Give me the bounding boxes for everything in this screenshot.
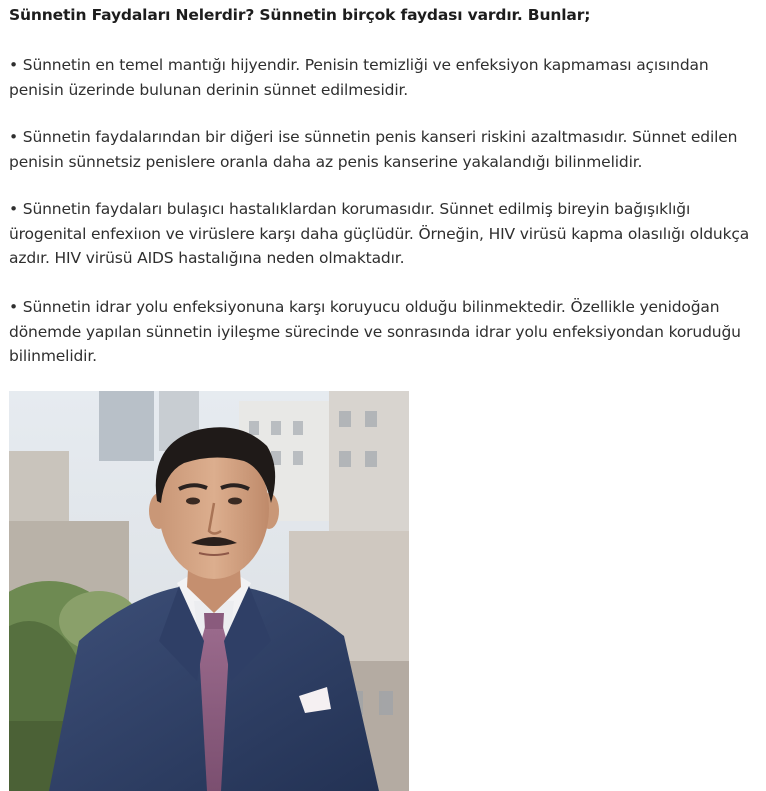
- paragraph-infectious-disease: • Sünnetin faydaları bulaşıcı hastalıklardan korumasıdır. Sünnet edilmiş bireyin bağışıklığı ürogenital enfexiıon ve virüslere karşı daha güçlüdür. Örneğin, HIV virüsü kapma olasılığı oldukça azdır. HIV virüsü AIDS hastalığına neden olmaktadır.: [9, 200, 750, 267]
- paragraph-hygiene: • Sünnetin en temel mantığı hijyendir. Penisin temizliği ve enfeksiyon kapmaması açısından penisin üzerinde bulunan derinin sünnet edilmesidir.: [9, 56, 709, 99]
- portrait-photo: [9, 391, 409, 791]
- article-heading: Sünnetin Faydaları Nelerdir? Sünnetin birçok faydası vardır. Bunlar;: [9, 6, 591, 24]
- paragraph-urinary-tract: • Sünnetin idrar yolu enfeksiyonuna karşı koruyucu olduğu bilinmektedir. Özellikle yenidoğan dönemde yapılan sünnetin iyileşme sürecinde ve sonrasında idrar yolu enfeksiyondan koruduğu bilinmelidir.: [9, 298, 741, 365]
- paragraph-cancer-risk: • Sünnetin faydalarından bir diğeri ise sünnetin penis kanseri riskini azaltmasıdır. Sünnet edilen penisin sünnetsiz penislere oranla daha az penis kanserine yakalandığı bilinmelidir.: [9, 128, 738, 171]
- portrait-illustration: [9, 391, 409, 791]
